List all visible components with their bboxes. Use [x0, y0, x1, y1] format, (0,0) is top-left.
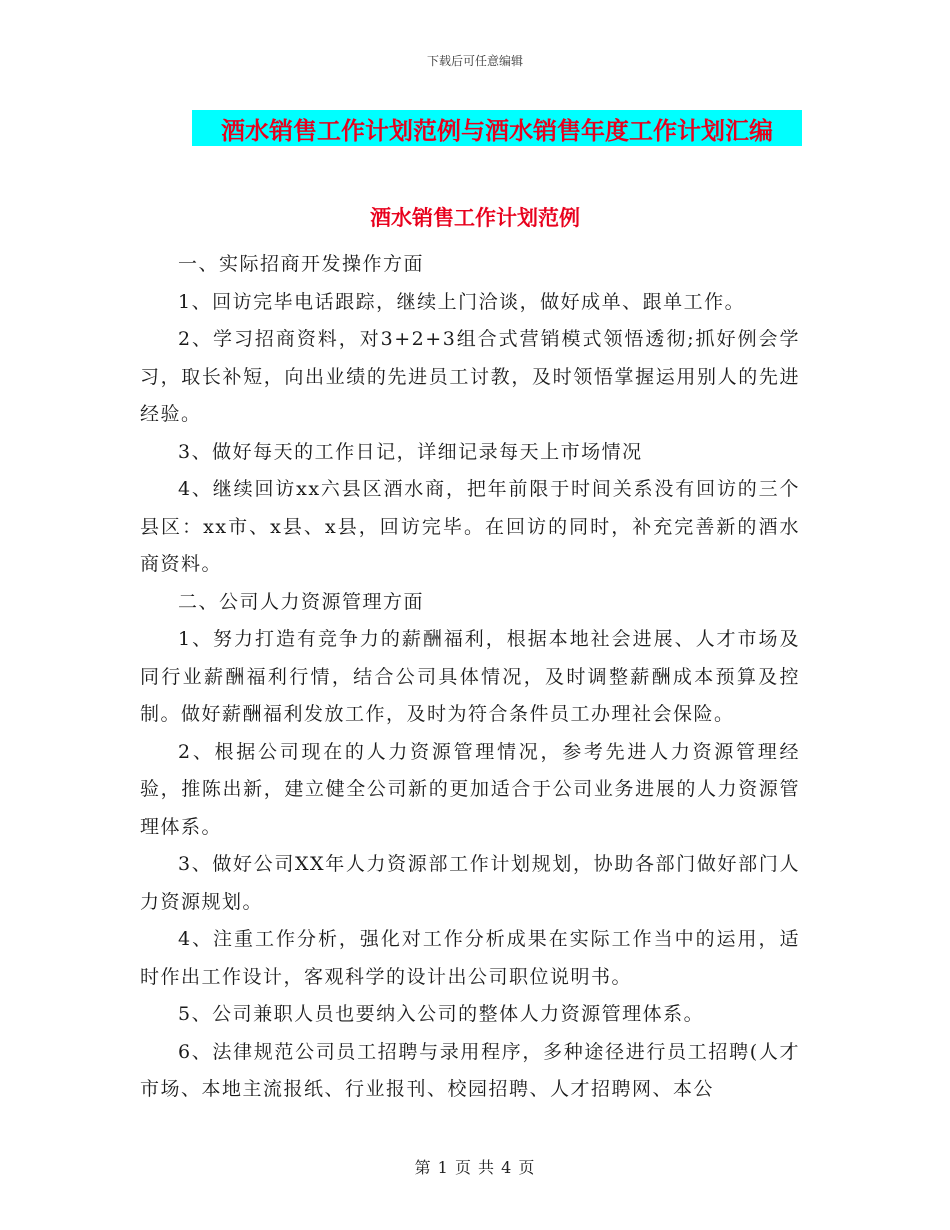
page-header-note: 下载后可任意编辑: [426, 54, 523, 68]
document-title-highlight: [192, 110, 802, 146]
paragraph: 4、注重工作分析，强化对工作分析成果在实际工作当中的运用，适时作出工作设计，客观科学的设计出公司职位说明书。: [140, 928, 800, 988]
section-title: 酒水销售工作计划范例: [370, 205, 580, 230]
paragraph: 6、法律规范公司员工招聘与录用程序，多种途径进行员工招聘(人才市场、本地主流报纸、行业报刊、校园招聘、人才招聘网、本公: [140, 1040, 800, 1100]
paragraph: 2、学习招商资料，对3+2+3组合式营销模式领悟透彻;抓好例会学习，取长补短，向出业绩的先进员工讨教，及时领悟掌握运用别人的先进经验。: [140, 328, 800, 425]
document-body: [140, 246, 800, 1109]
paragraph: 5、公司兼职人员也要纳入公司的整体人力资源管理体系。: [178, 1003, 705, 1025]
page-number: 第 1 页 共 4 页: [414, 1158, 536, 1177]
paragraph: 1、努力打造有竞争力的薪酬福利，根据本地社会进展、人才市场及同行业薪酬福利行情，结合公司具体情况，及时调整薪酬成本预算及控制。做好薪酬福利发放工作，及时为符合条件员工办理社会保险。: [140, 628, 800, 725]
paragraph-heading-1: 一、实际招商开发操作方面: [178, 253, 425, 275]
document-title: 酒水销售工作计划范例与酒水销售年度工作计划汇编: [221, 115, 773, 145]
paragraph-heading-2: 二、公司人力资源管理方面: [178, 590, 425, 613]
paragraph: 3、做好公司XX年人力资源部工作计划规划，协助各部门做好部门人力资源规划。: [140, 853, 800, 913]
paragraph: 2、根据公司现在的人力资源管理情况，参考先进人力资源管理经验，推陈出新，建立健全公司新的更加适合于公司业务进展的人力资源管理体系。: [140, 740, 800, 838]
paragraph: 1、回访完毕电话跟踪，继续上门洽谈，做好成单、跟单工作。: [178, 290, 746, 313]
paragraph: 4、继续回访xx六县区酒水商，把年前限于时间关系没有回访的三个县区：xx市、x县、x县，回访完毕。在回访的同时，补充完善新的酒水商资料。: [140, 478, 800, 575]
paragraph: 3、做好每天的工作日记，详细记录每天上市场情况: [178, 440, 643, 463]
